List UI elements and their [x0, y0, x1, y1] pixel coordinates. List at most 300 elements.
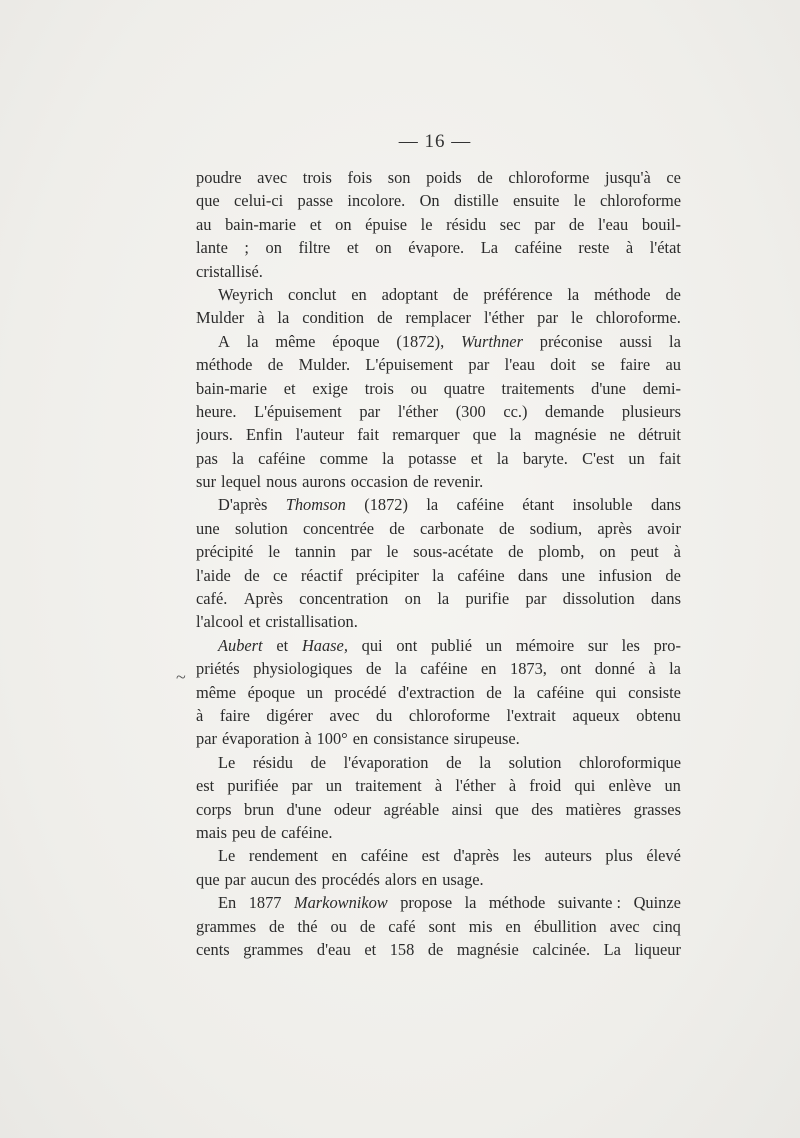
text-word: ce — [666, 168, 681, 187]
text-word: de — [244, 565, 260, 585]
text-word: la — [479, 752, 492, 772]
text-word: remarquer — [392, 425, 460, 445]
text-word: par — [196, 729, 217, 749]
text-word: de — [477, 168, 493, 187]
text-word: solution — [234, 518, 288, 538]
text-word: fait — [357, 425, 380, 445]
text-word: l'éther — [397, 401, 439, 421]
text-word: aqueux — [572, 705, 620, 725]
text-word: l'éther — [455, 776, 496, 796]
text-word: de — [377, 308, 393, 328]
text-word: cristallisé. — [196, 261, 263, 281]
text-word: que — [472, 425, 497, 445]
text-word: du — [375, 705, 393, 725]
text-word: ont — [396, 635, 418, 655]
text-word: Aubert — [218, 635, 263, 655]
text-word: ; — [244, 238, 249, 258]
text-word: froid — [529, 776, 562, 796]
text-line — [196, 449, 681, 472]
text-word: matières — [565, 799, 622, 819]
text-word: la — [277, 308, 290, 328]
text-word: bain-marie — [196, 378, 267, 398]
text-word: un — [325, 776, 343, 796]
text-word: C'est — [582, 448, 615, 468]
text-word: de — [665, 565, 681, 585]
text-word: On — [419, 191, 440, 211]
text-word: cinq — [652, 916, 681, 936]
text-word: enlève — [608, 776, 652, 796]
text-word: un — [485, 635, 503, 655]
text-word: passe — [297, 191, 334, 211]
text-word: ou — [330, 916, 347, 936]
text-word: potasse — [408, 448, 457, 468]
text-word: un — [306, 682, 323, 702]
text-word: sous-acétate — [413, 542, 494, 562]
text-word: fait — [659, 448, 681, 468]
text-word: dans — [650, 589, 681, 609]
text-word: on — [265, 238, 282, 258]
text-word: caféine — [514, 238, 562, 258]
text-line — [196, 917, 681, 940]
text-line — [196, 495, 681, 518]
text-word: à — [434, 776, 443, 796]
text-word: et — [346, 238, 359, 258]
text-word: l'eau — [504, 355, 535, 375]
text-line — [196, 659, 681, 682]
text-word: la — [669, 331, 681, 351]
text-word: Le — [218, 752, 236, 772]
text-word: la — [513, 682, 526, 702]
page-number: — 16 — — [398, 131, 472, 152]
text-word: exige — [312, 378, 348, 398]
text-word: en — [481, 659, 497, 679]
text-word: trois — [364, 378, 394, 398]
text-word: par — [224, 869, 246, 889]
text-word: après — [597, 518, 632, 538]
text-word: qui — [361, 635, 383, 655]
text-word: que — [495, 799, 519, 819]
text-word: concentration — [299, 589, 389, 609]
text-word: mis — [468, 916, 493, 936]
text-word: l'auteur — [295, 425, 345, 445]
text-word: conclut — [288, 284, 337, 304]
text-word: physiologiques — [253, 659, 353, 679]
text-word: évaporation — [221, 729, 300, 749]
text-word: d'extraction — [397, 682, 475, 702]
text-word: on — [404, 589, 422, 609]
text-word: corps — [196, 799, 232, 819]
text-word: fois — [347, 168, 373, 187]
text-word: un — [664, 776, 681, 796]
text-word: qui — [595, 682, 617, 702]
text-word: Enfin — [246, 425, 283, 445]
text-word: condition — [302, 308, 365, 328]
text-word: le — [420, 214, 433, 234]
text-word: en — [351, 284, 367, 304]
text-line — [196, 636, 681, 659]
text-line — [196, 846, 681, 869]
text-word: nous — [266, 472, 298, 492]
text-word: priétés — [196, 659, 240, 679]
text-word: aussi — [619, 331, 653, 351]
text-word: revenir. — [433, 472, 484, 492]
text-word: calcinée. — [532, 939, 591, 959]
text-word: demi- — [642, 378, 681, 398]
text-word: bouil- — [641, 214, 681, 234]
text-word: obtenu — [636, 705, 681, 725]
text-word: sec — [499, 214, 521, 234]
text-word: et — [248, 612, 261, 632]
text-word: chloroforme — [599, 191, 681, 211]
text-word: ont — [560, 659, 582, 679]
text-word: se — [591, 355, 605, 375]
text-word: D'après — [218, 495, 268, 515]
text-word: 158 — [389, 939, 415, 959]
text-word: sont — [428, 916, 456, 936]
text-line — [196, 519, 681, 542]
text-word: le — [573, 191, 586, 211]
text-word: est — [421, 846, 440, 866]
text-word: préférence — [483, 284, 553, 304]
text-word: caféine — [457, 565, 505, 585]
text-line — [196, 425, 681, 448]
text-word: caféine — [420, 659, 468, 679]
text-line — [196, 776, 681, 799]
text-line — [196, 332, 681, 355]
text-word: sur — [587, 635, 608, 655]
text-word: café — [388, 916, 416, 936]
text-word: par — [291, 776, 313, 796]
text-word: l'eau — [597, 214, 629, 234]
text-word: infusion — [598, 565, 653, 585]
text-word: caféine — [360, 846, 409, 866]
text-word: la — [246, 331, 259, 351]
text-word: de — [269, 916, 285, 936]
text-word: l'alcool — [196, 612, 244, 632]
text-word: par — [537, 308, 559, 328]
text-word: bain-marie — [225, 214, 297, 234]
text-word: précipiter — [356, 565, 419, 585]
text-word: de — [389, 518, 405, 538]
text-word: résidu — [446, 214, 487, 234]
text-word: de — [486, 682, 502, 702]
text-word: insoluble — [572, 495, 633, 515]
text-word: grammes — [243, 939, 304, 959]
text-word: de — [568, 214, 585, 234]
text-word: de — [413, 472, 429, 492]
text-word: Haase, — [301, 635, 348, 655]
text-word: doit — [550, 355, 576, 375]
text-word: procédés — [321, 869, 380, 889]
text-word: la — [509, 425, 522, 445]
text-word: (1872) — [364, 495, 408, 515]
text-word: carbonate — [420, 518, 484, 538]
text-word: baryte. — [522, 448, 568, 468]
text-word: purifie — [465, 589, 510, 609]
text-word: alors — [384, 869, 417, 889]
text-line — [196, 402, 681, 425]
text-word: dissolution — [562, 589, 635, 609]
text-word: reste — [578, 238, 610, 258]
text-word: même — [275, 331, 316, 351]
text-word: ne — [609, 425, 625, 445]
text-word: La — [603, 939, 621, 959]
text-word: aurons — [302, 472, 346, 492]
text-line — [196, 940, 681, 963]
text-word: faire — [620, 355, 651, 375]
text-word: la — [496, 448, 509, 468]
text-word: agréable — [383, 799, 440, 819]
text-word: réactif — [300, 565, 343, 585]
text-word: et — [470, 448, 483, 468]
text-word: jours. — [196, 425, 233, 445]
text-word: de — [446, 752, 462, 772]
text-line — [196, 168, 681, 191]
text-line — [196, 870, 681, 893]
text-word: ce — [272, 565, 288, 585]
text-word: pro- — [653, 635, 681, 655]
text-word: poids — [426, 168, 462, 187]
text-word: traitement — [355, 776, 422, 796]
text-word: des — [294, 869, 317, 889]
text-word: que — [196, 869, 220, 889]
text-word: consistance — [373, 729, 449, 749]
text-word: lequel — [221, 472, 262, 492]
text-word: de — [452, 284, 469, 304]
text-word: de — [499, 518, 515, 538]
text-word: ébullition — [533, 916, 597, 936]
text-word: distille — [453, 191, 499, 211]
text-word: les — [621, 635, 640, 655]
text-word: auteurs — [544, 846, 592, 866]
text-word: traitements — [501, 378, 575, 398]
text-line — [196, 893, 681, 916]
text-word: époque — [332, 331, 380, 351]
text-word: des — [531, 799, 554, 819]
text-word: l'évaporation — [343, 752, 429, 772]
text-word: jusqu'à — [604, 168, 651, 187]
text-word: caféine — [536, 682, 585, 702]
text-word: d'une — [286, 799, 322, 819]
text-word: chloroformique — [579, 752, 681, 772]
text-word: suivante : — [557, 893, 622, 913]
text-word: élevé — [646, 846, 681, 866]
text-word: thé — [297, 916, 318, 936]
text-word: le — [571, 308, 583, 328]
text-word: 100° — [316, 729, 348, 749]
text-word: le — [386, 542, 399, 562]
text-word: magnésie — [456, 939, 519, 959]
text-word: concentrée — [303, 518, 375, 538]
text-word: avec — [609, 916, 640, 936]
text-line — [196, 191, 681, 214]
text-line — [196, 589, 681, 612]
text-word: l'extrait — [506, 705, 556, 725]
text-word: la — [464, 893, 477, 913]
text-word: par — [359, 401, 381, 421]
text-word: par — [525, 589, 547, 609]
text-word: propose — [400, 893, 453, 913]
text-word: une — [561, 565, 586, 585]
text-line — [196, 355, 681, 378]
text-word: avoir — [647, 518, 681, 538]
text-word: en — [421, 869, 438, 889]
text-word: au — [665, 355, 681, 375]
text-word: et — [364, 939, 377, 959]
text-word: dans — [650, 495, 681, 515]
text-word: Thomson — [285, 495, 346, 515]
text-word: de — [365, 659, 382, 679]
text-word: à — [625, 238, 634, 258]
text-word: chloroforme — [408, 705, 490, 725]
text-word: publié — [431, 635, 472, 655]
text-line — [196, 379, 681, 402]
text-word: détruit — [638, 425, 681, 445]
text-word: Markownikow — [293, 893, 388, 913]
text-line — [196, 262, 681, 285]
text-word: à — [673, 542, 681, 562]
text-word: au — [196, 214, 212, 234]
text-word: la — [437, 589, 450, 609]
text-line — [196, 285, 681, 308]
text-word: incolore. — [347, 191, 406, 211]
text-line — [196, 542, 681, 565]
text-word: L'épuisement — [254, 401, 342, 421]
text-word: préconise — [539, 331, 603, 351]
text-word: consiste — [628, 682, 681, 702]
text-word: café. — [196, 589, 228, 609]
text-word: plus — [605, 846, 633, 866]
text-word: plomb, — [538, 542, 585, 562]
text-word: grammes — [196, 916, 257, 936]
text-word: remplacer — [405, 308, 471, 328]
text-word: plusieurs — [621, 401, 681, 421]
text-word: en — [505, 916, 521, 936]
text-word: En — [218, 893, 237, 913]
text-word: et — [276, 635, 289, 655]
text-word: en — [331, 846, 348, 866]
text-word: et — [283, 378, 296, 398]
text-line — [196, 215, 681, 238]
text-word: son — [387, 168, 411, 187]
text-word: une — [196, 518, 220, 538]
text-word: cc.) — [503, 401, 528, 421]
text-word: les — [512, 846, 531, 866]
text-word: d'une — [591, 378, 626, 398]
text-word: ainsi — [451, 799, 483, 819]
text-word: filtre — [298, 238, 331, 258]
text-word: étant — [522, 495, 555, 515]
text-word: comme — [319, 448, 368, 468]
text-word: magnésie — [534, 425, 597, 445]
text-word: par — [534, 214, 556, 234]
text-word: de — [508, 542, 524, 562]
text-word: l'aide — [196, 565, 231, 585]
text-word: donné — [594, 659, 635, 679]
text-word: demande — [545, 401, 605, 421]
text-word: la — [394, 659, 407, 679]
text-word: lante — [196, 238, 228, 258]
text-word: Wurthner — [461, 331, 523, 351]
text-word: procédé — [334, 682, 387, 702]
text-word: heure. — [196, 401, 237, 421]
text-word: l'éther — [483, 308, 525, 328]
text-word: précipité — [196, 542, 254, 562]
text-word: caféine — [258, 448, 306, 468]
text-line — [196, 823, 681, 846]
text-word: L'épuisement — [365, 355, 454, 375]
text-word: on — [335, 214, 352, 234]
text-word: odeur — [333, 799, 372, 819]
text-word: chloroforme — [508, 168, 590, 187]
text-word: peu — [231, 822, 256, 842]
text-word: la — [432, 565, 444, 585]
text-word: le — [268, 542, 281, 562]
text-word: de — [310, 752, 327, 772]
text-word: 1877 — [248, 893, 282, 913]
text-word: solution — [508, 752, 562, 772]
text-word: avec — [329, 705, 360, 725]
text-word: digérer — [266, 705, 313, 725]
margin-mark: ~ — [176, 667, 186, 687]
text-word: ou — [410, 378, 427, 398]
text-word: chloroforme. — [595, 308, 681, 328]
text-word: que — [196, 191, 220, 211]
text-word: caféine — [456, 495, 504, 515]
text-word: adoptant — [381, 284, 439, 304]
text-word: aucun — [250, 869, 290, 889]
text-word: A — [218, 331, 230, 351]
text-word: la — [232, 448, 244, 468]
text-line — [196, 683, 681, 706]
text-line — [196, 753, 681, 776]
text-word: Mulder — [196, 308, 245, 328]
text-word: la — [567, 284, 580, 304]
text-word: mais — [196, 822, 227, 842]
text-word: brun — [244, 799, 275, 819]
text-word: poudre — [196, 168, 242, 187]
text-word: dans — [517, 565, 549, 585]
text-word: évapore. — [408, 238, 465, 258]
text-word: caféine. — [281, 822, 333, 842]
text-word: (1872), — [396, 331, 445, 351]
text-word: mémoire — [515, 635, 575, 655]
text-word: qui — [574, 776, 596, 796]
text-word: méthode — [488, 893, 546, 913]
text-line — [196, 308, 681, 331]
text-word: ensuite — [512, 191, 560, 211]
text-word: Quinze — [633, 893, 681, 913]
text-word: d'après — [453, 846, 500, 866]
text-word: méthode — [594, 284, 651, 304]
text-word: cents — [196, 939, 230, 959]
text-word: à — [648, 659, 656, 679]
text-word: résidu — [252, 752, 293, 772]
text-line — [196, 566, 681, 589]
text-word: la — [382, 448, 394, 468]
text-word: la — [426, 495, 439, 515]
text-word: et — [309, 214, 322, 234]
text-word: celui-ci — [234, 191, 284, 211]
text-word: l'état — [649, 238, 681, 258]
text-word: d'eau — [316, 939, 351, 959]
text-line — [196, 612, 681, 635]
text-line — [196, 238, 681, 261]
text-word: trois — [302, 168, 332, 187]
text-word: quatre — [443, 378, 485, 398]
text-line — [196, 472, 681, 495]
text-word: La — [480, 238, 498, 258]
